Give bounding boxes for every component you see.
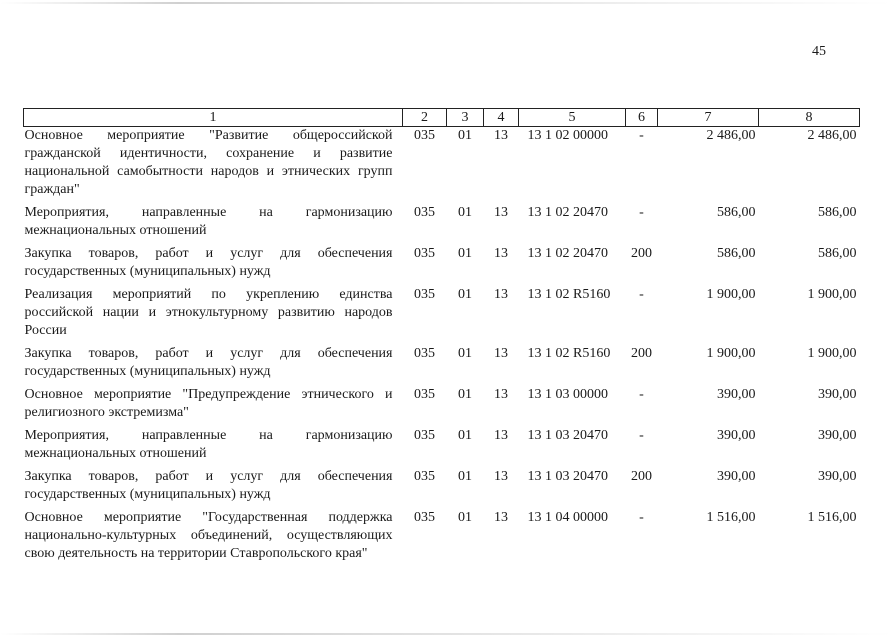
- row-name: Основное мероприятие "Предупреждение этнического и религиозного экстремизма": [24, 387, 393, 420]
- row-subsection: 13: [494, 246, 508, 261]
- table-header: [24, 109, 860, 127]
- row-name: Мероприятия, направленные на гармонизацию межнациональных отношений: [24, 205, 393, 238]
- row-amount-8: 390,00: [818, 387, 857, 402]
- table-row: [24, 427, 860, 468]
- row-target-article: 13 1 02 20470: [527, 246, 608, 261]
- row-section: 01: [458, 469, 472, 484]
- row-section: 01: [458, 510, 472, 525]
- row-subsection: 13: [494, 510, 508, 525]
- row-target-article: 13 1 02 00000: [527, 128, 608, 143]
- row-subsection: 13: [494, 428, 508, 443]
- header-col-4: 4: [484, 109, 519, 127]
- row-amount-8: 390,00: [818, 469, 857, 484]
- table-row: [24, 286, 860, 345]
- row-name: Основное мероприятие "Государственная поддержка национально-культурных объединений, осуществляющих свою деятельность на территории Ставропольского края": [24, 510, 393, 561]
- row-expense-type: 200: [631, 246, 652, 261]
- row-amount-7: 1 516,00: [706, 510, 756, 525]
- row-subsection: 13: [494, 469, 508, 484]
- row-ministry-code: 035: [414, 346, 435, 361]
- row-ministry-code: 035: [414, 428, 435, 443]
- row-amount-8: 1 900,00: [807, 346, 857, 361]
- row-name: Реализация мероприятий по укреплению единства российской нации и этнокультурному развитию народов России: [24, 287, 393, 338]
- row-ministry-code: 035: [414, 287, 435, 302]
- row-section: 01: [458, 205, 472, 220]
- table-body: [24, 127, 860, 569]
- table-row: [24, 386, 860, 427]
- row-section: 01: [458, 128, 472, 143]
- row-name: Мероприятия, направленные на гармонизацию межнациональных отношений: [24, 428, 393, 461]
- header-col-5: 5: [519, 109, 626, 127]
- row-amount-8: 1 900,00: [807, 287, 857, 302]
- header-col-7: 7: [658, 109, 759, 127]
- row-amount-8: 586,00: [818, 246, 857, 261]
- scan-edge-bottom: [0, 633, 893, 635]
- row-expense-type: -: [639, 205, 644, 220]
- row-ministry-code: 035: [414, 128, 435, 143]
- row-subsection: 13: [494, 387, 508, 402]
- header-col-8: 8: [759, 109, 860, 127]
- row-section: 01: [458, 246, 472, 261]
- row-name: Закупка товаров, работ и услуг для обеспечения государственных (муниципальных) нужд: [24, 246, 393, 279]
- header-col-2: 2: [403, 109, 447, 127]
- table-row: [24, 345, 860, 386]
- row-ministry-code: 035: [414, 205, 435, 220]
- table-row: [24, 204, 860, 245]
- row-amount-7: 390,00: [717, 428, 756, 443]
- row-subsection: 13: [494, 346, 508, 361]
- row-target-article: 13 1 02 R5160: [527, 287, 611, 302]
- row-expense-type: -: [639, 287, 644, 302]
- row-amount-8: 586,00: [818, 205, 857, 220]
- row-expense-type: -: [639, 428, 644, 443]
- row-subsection: 13: [494, 128, 508, 143]
- row-section: 01: [458, 428, 472, 443]
- row-target-article: 13 1 03 20470: [527, 428, 608, 443]
- budget-table: [23, 108, 860, 568]
- row-amount-8: 2 486,00: [807, 128, 857, 143]
- row-name: Закупка товаров, работ и услуг для обеспечения государственных (муниципальных) нужд: [24, 469, 393, 502]
- row-amount-8: 390,00: [818, 428, 857, 443]
- header-col-6: 6: [626, 109, 658, 127]
- header-col-1: 1: [24, 109, 403, 127]
- row-expense-type: -: [639, 387, 644, 402]
- row-expense-type: -: [639, 510, 644, 525]
- row-target-article: 13 1 02 20470: [527, 205, 608, 220]
- row-section: 01: [458, 346, 472, 361]
- header-row: [24, 109, 860, 127]
- row-subsection: 13: [494, 205, 508, 220]
- row-target-article: 13 1 03 20470: [527, 469, 608, 484]
- header-col-3: 3: [447, 109, 484, 127]
- row-expense-type: 200: [631, 346, 652, 361]
- table-row: [24, 127, 860, 205]
- row-section: 01: [458, 287, 472, 302]
- row-ministry-code: 035: [414, 246, 435, 261]
- row-amount-7: 390,00: [717, 469, 756, 484]
- table-row: [24, 245, 860, 286]
- row-amount-7: 1 900,00: [706, 346, 756, 361]
- row-expense-type: 200: [631, 469, 652, 484]
- row-expense-type: -: [639, 128, 644, 143]
- table-row: [24, 509, 860, 568]
- row-target-article: 13 1 03 00000: [527, 387, 608, 402]
- row-section: 01: [458, 387, 472, 402]
- row-target-article: 13 1 02 R5160: [527, 346, 611, 361]
- row-ministry-code: 035: [414, 387, 435, 402]
- row-ministry-code: 035: [414, 510, 435, 525]
- row-subsection: 13: [494, 287, 508, 302]
- scan-edge-top: [0, 2, 893, 4]
- table-row: [24, 468, 860, 509]
- row-target-article: 13 1 04 00000: [527, 510, 608, 525]
- row-amount-7: 2 486,00: [706, 128, 756, 143]
- row-amount-7: 586,00: [717, 205, 756, 220]
- row-amount-7: 1 900,00: [706, 287, 756, 302]
- row-name: Основное мероприятие "Развитие общероссийской гражданской идентичности, сохранение и развитие национальной самобытности народов и этнических групп граждан": [24, 128, 393, 197]
- row-amount-7: 586,00: [717, 246, 756, 261]
- row-amount-8: 1 516,00: [807, 510, 857, 525]
- page-number: 45: [812, 44, 826, 59]
- row-amount-7: 390,00: [717, 387, 756, 402]
- row-ministry-code: 035: [414, 469, 435, 484]
- row-name: Закупка товаров, работ и услуг для обеспечения государственных (муниципальных) нужд: [24, 346, 393, 379]
